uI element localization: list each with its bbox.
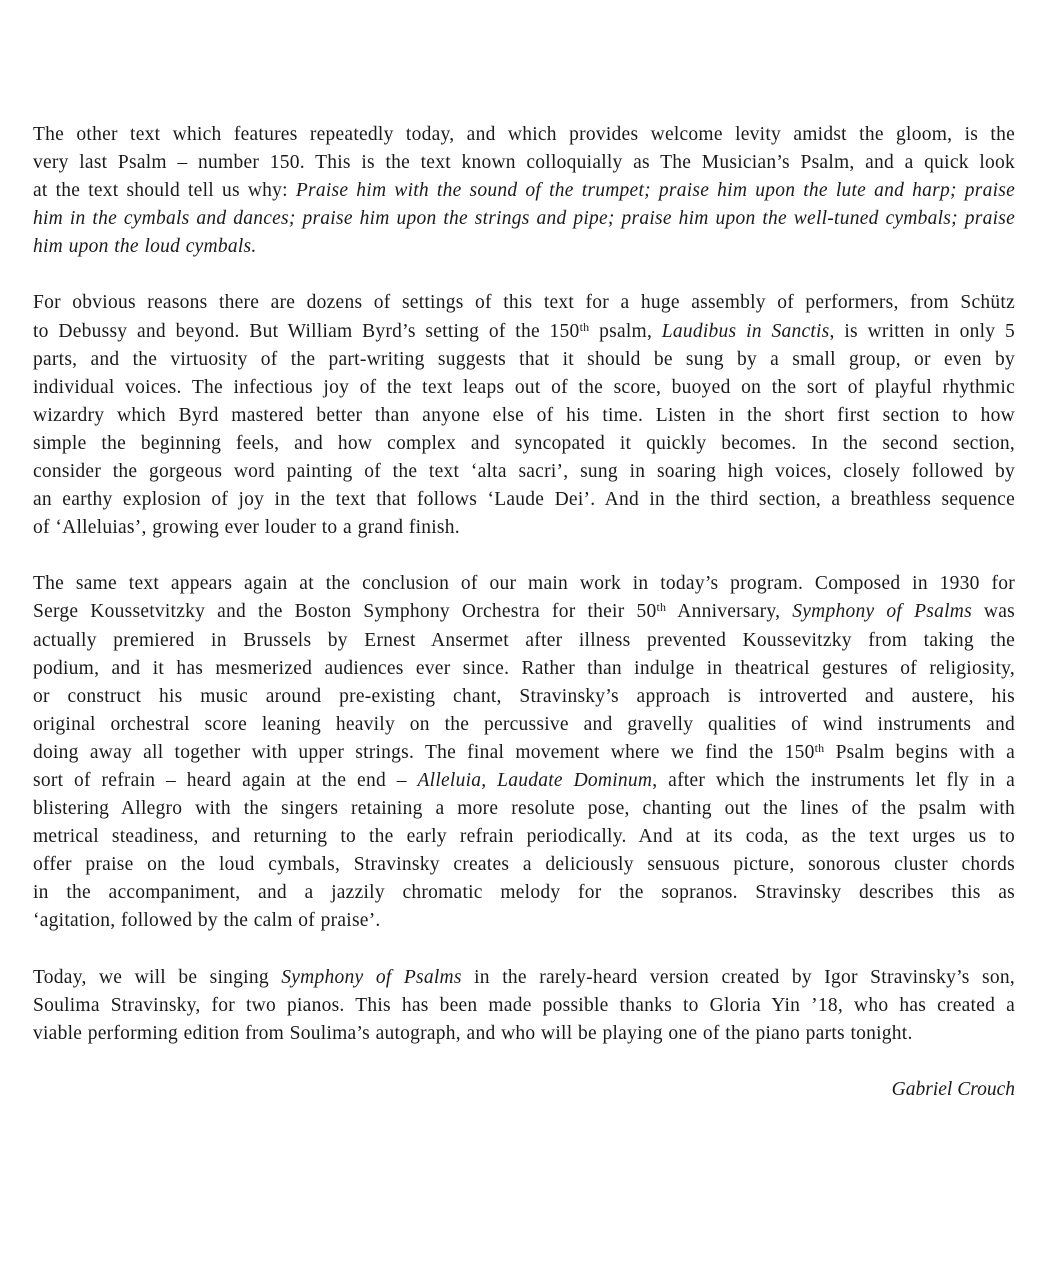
text-line [33,402,1015,430]
text-run: consider the gorgeous word painting of the text ‘alta sacri’, sung in soaring high voices, closely followed by [33,461,1015,483]
text-run: offer praise on the loud cymbals, Stravinsky creates a deliciously sensuous picture, sonorous cluster chords [33,854,1015,876]
text-line [33,121,1015,149]
italic-run: him in the cymbals and dances; praise him upon the strings and pipe; praise him upon the well-tuned cymbals; praise [33,208,1015,230]
text-run: , after which the instruments let fly in a [652,769,1015,791]
text-line [33,149,1015,177]
text-run: Soulima Stravinsky, for two pianos. This has been made possible thanks to Gloria Yin ’18, who has created a [33,994,1015,1016]
text-line [33,205,1015,233]
text-run: podium, and it has mesmerized audiences ever since. Rather than indulge in theatrical gestures of religiosity, [33,657,1015,679]
text-run: metrical steadiness, and returning to the early refrain periodically. And at its coda, as the text urges us to [33,826,1015,848]
text-run: very last Psalm – number 150. This is the text known colloquially as The Musician’s Psalm, and a quick look [33,152,1015,174]
paragraph-1 [33,121,1015,261]
text-run: simple the beginning feels, and how complex and syncopated it quickly becomes. In the second section, [33,432,1015,454]
text-run: actually premiered in Brussels by Ernest Ansermet after illness prevented Koussevitzky from taking the [33,629,1015,651]
text-run: Serge Koussetvitzky and the Boston Symphony Orchestra for their 50 [33,601,657,623]
author-signature: Gabriel Crouch [891,1079,1015,1100]
superscript: th [579,319,590,334]
text-run: , is written in only 5 [829,320,1015,342]
paragraph-2 [33,289,1015,542]
text-run: in the accompaniment, and a jazzily chromatic melody for the sopranos. Stravinsky describes this as [33,882,1015,904]
text-line [33,430,1015,458]
text-line [33,374,1015,402]
text-line [33,346,1015,374]
text-run: of ‘Alleluias’, growing ever louder to a grand finish. [33,517,460,539]
text-run: For obvious reasons there are dozens of settings of this text for a huge assembly of performers, from Schütz [33,292,1015,314]
text-line [33,992,1015,1020]
text-line [33,318,1015,346]
text-run: to Debussy and beyond. But William Byrd’s setting of the 150 [33,320,580,342]
text-run: Anniversary, [666,601,793,623]
text-run: or construct his music around pre-existing chant, Stravinsky’s approach is introverted and austere, his [33,685,1015,707]
text-run: in the rarely-heard version created by Igor Stravinsky’s son, [461,966,1015,988]
text-line [33,598,1015,626]
text-run: at the text should tell us why: [33,180,296,202]
text-line [33,233,1015,261]
text-line [33,683,1015,711]
text-line [33,964,1015,992]
text-run: Psalm begins with a [824,741,1015,763]
document-body [33,121,1015,1076]
superscript: th [656,600,667,615]
italic-run: Alleluia, Laudate Dominum [417,769,653,791]
italic-run: Symphony of Psalms [792,601,972,623]
text-line [33,711,1015,739]
text-line [33,907,1015,935]
text-run: wizardry which Byrd mastered better than anyone else of his time. Listen in the short first section to how [33,404,1015,426]
text-line [33,739,1015,767]
text-line [33,655,1015,683]
text-run: The same text appears again at the conclusion of our main work in today’s program. Composed in 1930 for [33,573,1015,595]
text-run: psalm, [589,320,662,342]
text-line [33,289,1015,317]
superscript: th [814,740,825,755]
text-run: original orchestral score leaning heavily on the percussive and gravelly qualities of wind instruments and [33,713,1015,735]
text-line [33,486,1015,514]
text-run: parts, and the virtuosity of the part-writing suggests that it should be sung by a small group, or even by [33,348,1015,370]
text-line [33,879,1015,907]
italic-run: Praise him with the sound of the trumpet; praise him upon the lute and harp; praise [295,180,1015,202]
paragraph-3 [33,570,1015,935]
text-run: was [971,601,1016,623]
italic-run: him upon the loud cymbals. [33,236,257,258]
italic-run: Laudibus in Sanctis [661,320,830,342]
text-run: sort of refrain – heard again at the end – [33,769,418,791]
text-run: Today, we will be singing [33,966,282,988]
text-line [33,458,1015,486]
text-line [33,514,1015,542]
italic-run: Symphony of Psalms [281,966,462,988]
text-line [33,177,1015,205]
text-line [33,767,1015,795]
text-run: doing away all together with upper strings. The final movement where we find the 150 [33,741,815,763]
text-run: blistering Allegro with the singers retaining a more resolute pose, chanting out the lines of the psalm with [33,798,1015,820]
text-line [33,851,1015,879]
text-run: individual voices. The infectious joy of the text leaps out of the score, buoyed on the sort of playful rhythmic [33,376,1015,398]
text-line [33,1020,1015,1048]
text-line [33,570,1015,598]
text-run: an earthy explosion of joy in the text that follows ‘Laude Dei’. And in the third section, a breathless sequence [33,489,1015,511]
text-run: The other text which features repeatedly today, and which provides welcome levity amidst the gloom, is the [33,124,1015,145]
text-run: viable performing edition from Soulima’s autograph, and who will be playing one of the piano parts tonight. [33,1022,913,1044]
text-line [33,627,1015,655]
paragraph-4 [33,964,1015,1048]
text-run: ‘agitation, followed by the calm of praise’. [33,910,381,932]
text-line [33,795,1015,823]
text-line [33,823,1015,851]
